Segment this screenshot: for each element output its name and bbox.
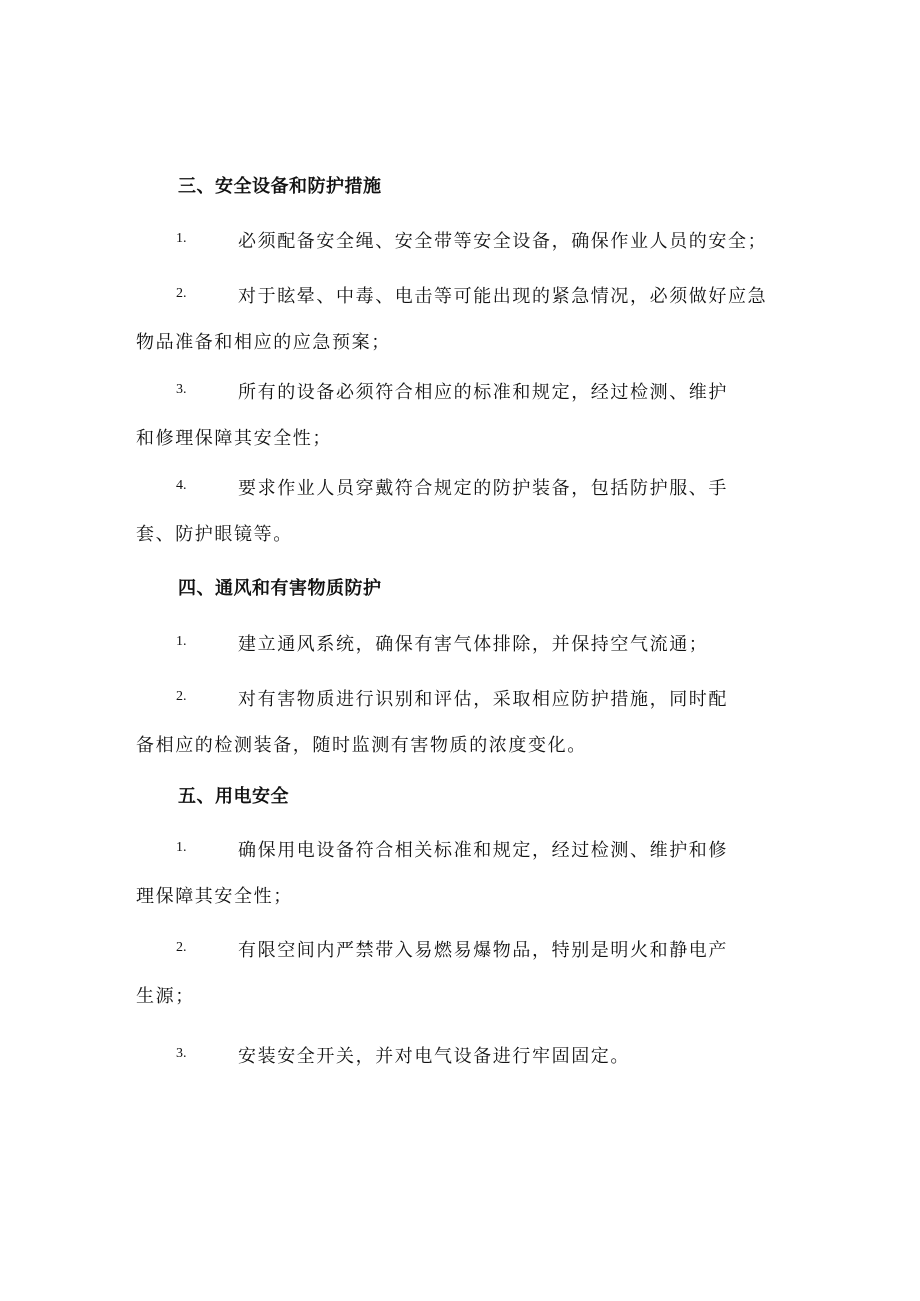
item-text-line1: 安装安全开关，并对电气设备进行牢固固定。: [238, 1046, 630, 1067]
item-number: 3.: [176, 1046, 187, 1061]
item-number: 2.: [176, 940, 187, 955]
item-text-line2: 物品准备和相应的应急预案；: [136, 332, 391, 353]
item-text-line2: 理保障其安全性；: [136, 886, 293, 907]
item-text-line2: 套、防护眼镜等。: [136, 524, 293, 545]
item-number: 1.: [176, 634, 187, 649]
item-number: 1.: [176, 231, 187, 246]
section-heading-ventilation: 四、通风和有害物质防护: [178, 578, 382, 599]
item-text-line1: 必须配备安全绳、安全带等安全设备，确保作业人员的安全；: [238, 231, 768, 252]
item-text-line2: 备相应的检测装备，随时监测有害物质的浓度变化。: [136, 735, 587, 756]
item-number: 2.: [176, 689, 187, 704]
item-text-line2: 生源；: [136, 986, 195, 1007]
item-text-line1: 建立通风系统，确保有害气体排除，并保持空气流通；: [238, 634, 709, 655]
item-number: 4.: [176, 478, 187, 493]
item-number: 1.: [176, 840, 187, 855]
item-number: 2.: [176, 286, 187, 301]
item-text-line2: 和修理保障其安全性；: [136, 428, 332, 449]
item-text-line1: 确保用电设备符合相关标准和规定，经过检测、维护和修: [238, 840, 728, 861]
section-heading-electrical-safety: 五、用电安全: [178, 786, 289, 807]
item-text-line1: 有限空间内严禁带入易燃易爆物品，特别是明火和静电产: [238, 940, 728, 961]
section-heading-safety-equipment: 三、安全设备和防护措施: [178, 176, 382, 197]
item-text-line1: 要求作业人员穿戴符合规定的防护装备，包括防护服、手: [238, 478, 728, 499]
item-number: 3.: [176, 382, 187, 397]
item-text-line1: 对于眩晕、中毒、电击等可能出现的紧急情况，必须做好应急: [238, 286, 768, 307]
item-text-line1: 所有的设备必须符合相应的标准和规定，经过检测、维护: [238, 382, 728, 403]
item-text-line1: 对有害物质进行识别和评估，采取相应防护措施，同时配: [238, 689, 728, 710]
